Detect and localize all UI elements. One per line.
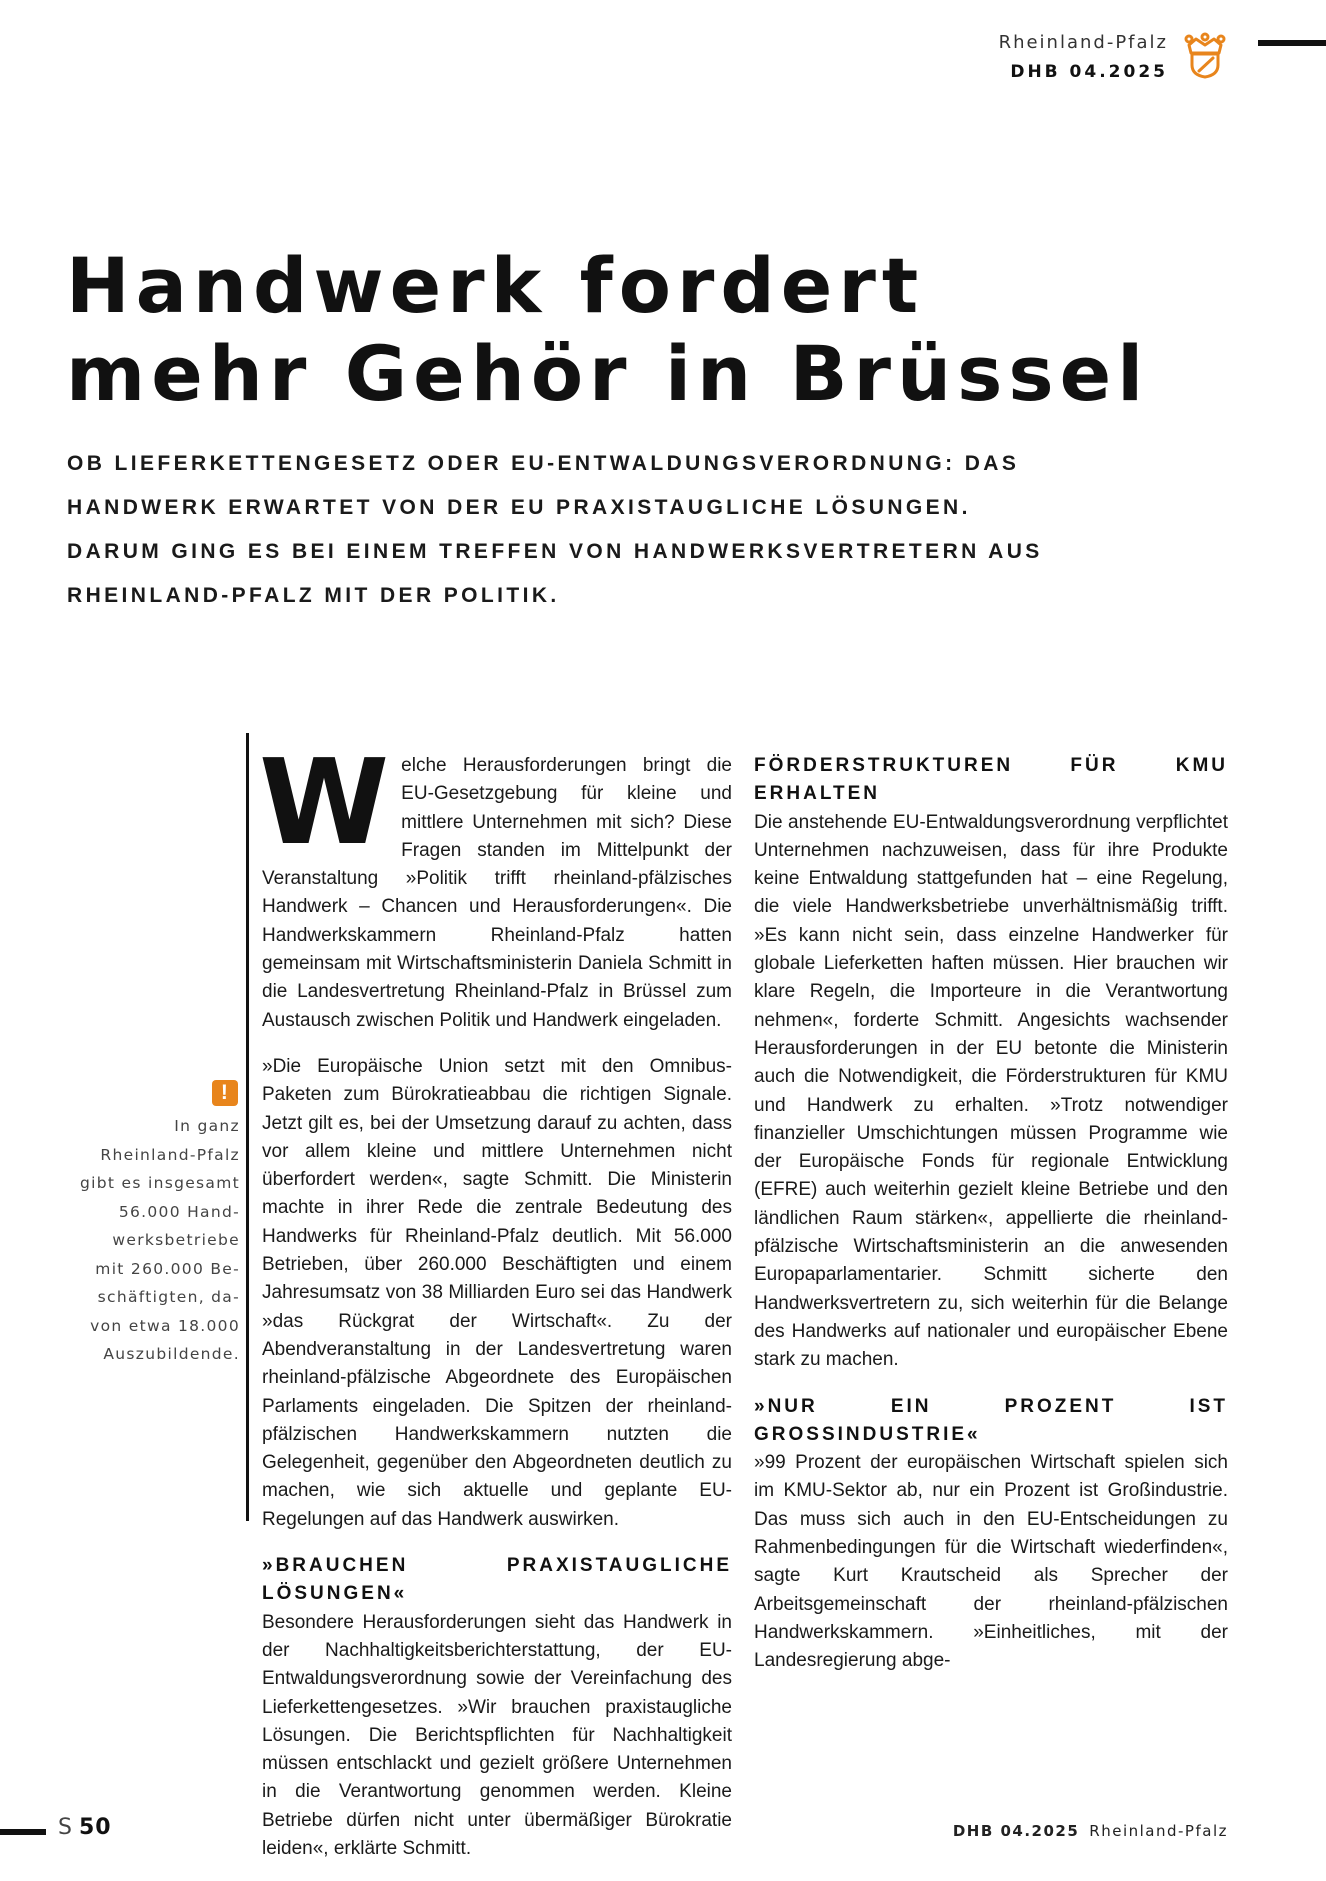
footer-region: Rheinland-Pfalz [1089,1822,1228,1840]
page-label: S [58,1815,72,1840]
fact-line: 56.000 Hand- [118,1202,240,1221]
fact-line: In ganz [174,1117,240,1135]
page-number [58,1815,112,1840]
title-line-1: Handwerk fordert [66,241,925,330]
paragraph: »99 Prozent der europäischen Wirtschaft spielen sich im KMU-Sektor ab, nur ein Prozent ist Großindustrie. Das muss sich auch in den EU-Entscheidungen zu Rahmenbedingungen für die Wirtschaft wiederfinden«, sagte Kurt Krautscheid als Sprecher der Arbeitsgemeinschaft der rheinland-pfälzischen Handwerkskammern. »Einheitliches, mit der Landesregierung abge- [754,1452,1228,1672]
paragraph: Besondere Herausforderungen sieht das Handwerk in der Nachhaltigkeitsberichterstattung, der EU-Entwaldungsverordnung sowie der Vereinfachung des Lieferkettengesetzes. »Wir brauchen praxistaugliche Lösungen. Die Berichtspflichten für Nachhaltigkeit müssen entschlackt und gezielt größere Unternehmen in die Verantwortung genommen werden. Kleine Betriebe dürfen nicht unter übermäßiger Bürokratie leiden«, erklärte Schmitt. [262,1611,732,1859]
header-rule [1258,40,1326,46]
drop-cap: W [259,733,390,871]
fact-line: Auszubildende. [103,1345,240,1363]
article-column-right [754,752,1228,1694]
fact-line: Rheinland-Pfalz [100,1145,240,1164]
header-issue: DHB 04.2025 [1010,62,1168,82]
fact-line: mit 260.000 Be- [95,1259,240,1278]
fact-line: werksbetriebe [112,1231,240,1249]
paragraph-intro-text: elche Herausforderungen bringt die EU-Gesetzgebung für kleine und mittlere Unternehmen mit sich? Diese Fragen standen im Mittelpunkt der Veranstaltung »Politik trifft rheinland-pfälzisches Handwerk – Chancen und Herausforderungen«. Die Handwerkskammern Rheinland-Pfalz hatten gemeinsam mit Wirtschaftsministerin Daniela Schmitt in die Landesvertretung Rheinland-Pfalz in Brüssel zum Austausch zwischen Politik und Handwerk eingeladen. [262,755,732,1031]
article-title [66,242,1256,418]
alert-icon: ! [212,1080,238,1106]
footer-info [953,1822,1228,1840]
subheading: »BRAUCHEN PRAXISTAUGLICHE LÖSUNGEN« [262,1555,732,1605]
header-region: Rheinland-Pfalz [998,32,1168,53]
crown-logo-icon [1183,31,1227,79]
column-divider [246,733,249,1521]
fact-line: von etwa 18.000 [90,1316,240,1335]
subheading: »NUR EIN PROZENT IST GROSSINDUSTRIE« [754,1395,1228,1445]
fact-line: schäftigten, da- [97,1288,240,1306]
fact-sidebar [70,1080,240,1369]
article-lead: OB LIEFERKETTENGESETZ ODER EU-ENTWALDUNGSVERORDNUNG: DAS HANDWERK ERWARTET VON DER EU PRAXISTAUGLICHE LÖSUNGEN. DARUM GING ES BEI EINEM TREFFEN VON HANDWERKSVERTRETERN AUS RHEINLAND-PFALZ MIT DER POLITIK. [67,452,1043,607]
paragraph-intro [259,733,732,1035]
paragraph: »Die Europäische Union setzt mit den Omnibus-Paketen zum Bürokratieabbau die richtigen Signale. Jetzt gilt es, bei der Umsetzung darauf zu achten, dass vor allem kleine und mittlere Unternehmen nicht überfordert werden«, sagte Schmitt. Die Ministerin machte in ihrer Rede die zentrale Bedeutung des Handwerks für Rheinland-Pfalz deutlich. Mit 56.000 Betrieben, über 260.000 Beschäftigten und einem Jahresumsatz von 38 Milliarden Euro sei das Handwerk »das Rückgrat der Wirtschaft«. Zu der Abendveranstaltung in der Landesvertretung waren rheinland-pfälzische Abgeordnete des Europäischen Parlaments eingeladen. Die Spitzen der rheinland-pfälzischen Handwerkskammern nutzten die Gelegenheit, gegenüber den Abgeordneten deutlich zu machen, wie sich aktuelle und geplante EU-Regelungen auf das Handwerk auswirken. [262,1055,732,1530]
page-number-value: 50 [78,1815,112,1840]
article-column-left [259,733,732,1881]
footer-issue: DHB 04.2025 [952,1822,1080,1840]
fact-line: gibt es insgesamt [80,1174,240,1192]
footer-rule [0,1829,46,1835]
title-line-2: mehr Gehör in Brüssel [66,329,1150,418]
subheading: FÖRDERSTRUKTUREN FÜR KMU ERHALTEN [754,755,1228,805]
paragraph: Die anstehende EU-Entwaldungsverordnung verpflichtet Unternehmen nachzuweisen, dass für ihre Produkte keine Entwaldung stattgefunden hat – eine Regelung, die viele Handwerksbetriebe unverhältnismäßig trifft. »Es kann nicht sein, dass einzelne Handwerker für globale Lieferketten haften müssen. Hier brauchen wir klare Regeln, die Importeure in die Verantwortung nehmen«, forderte Schmitt. Angesichts wachsender Herausforderungen in der EU betonte die Ministerin auch die Notwendigkeit, die Förderstrukturen für KMU und Handwerk zu erhalten. »Trotz notwendiger finanzieller Umschichtungen müssen Programme wie der Europäische Fonds für regionale Entwicklung (EFRE) auch weiterhin gezielt kleine Betriebe und den ländlichen Raum stärken«, appellierte die rheinland-pfälzische Wirtschaftsministerin an die anwesenden Europaparlamentarier. Schmitt sicherte den Handwerksvertretern zu, sich weiterhin für die Belange des Handwerks auf nationaler und europäischer Ebene stark zu machen. [754,811,1228,1371]
